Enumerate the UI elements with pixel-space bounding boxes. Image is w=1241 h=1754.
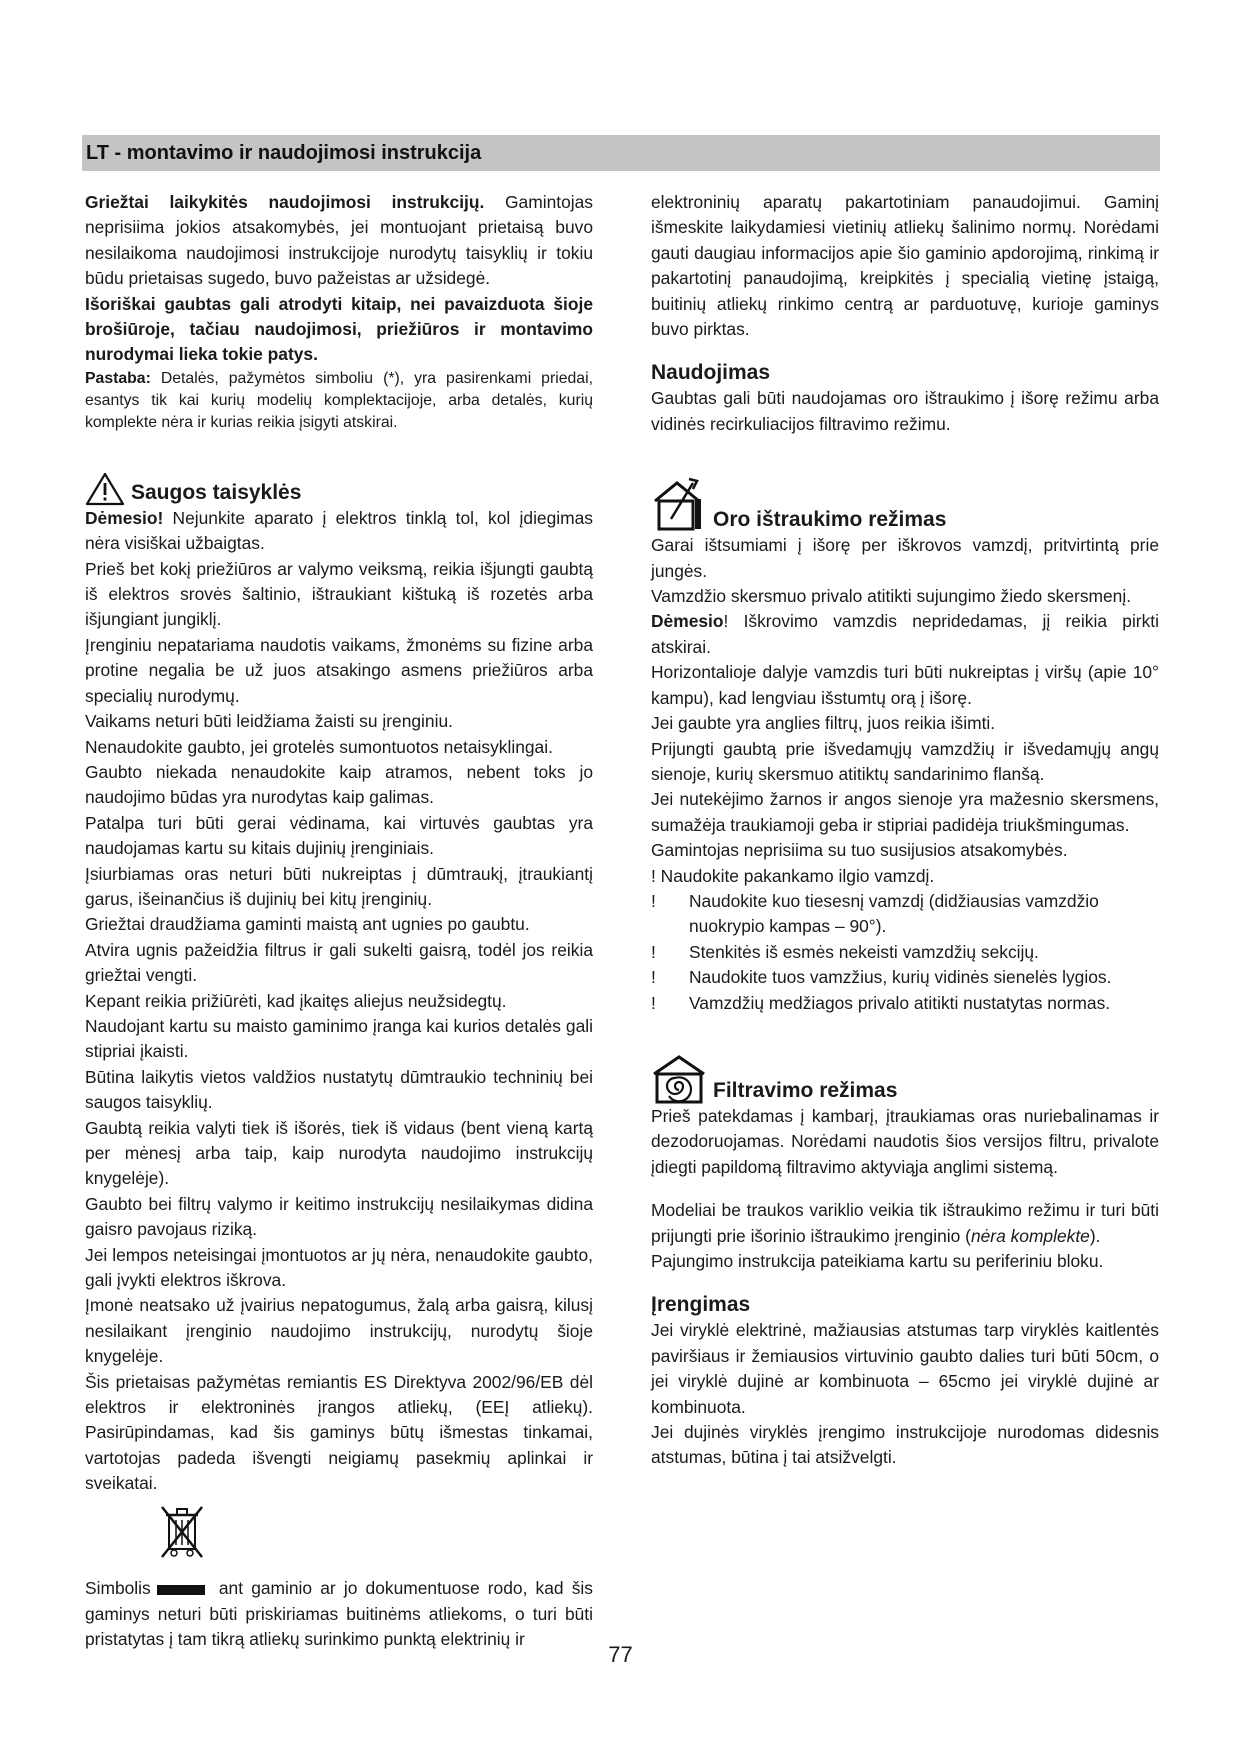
- extraction-p1: Garai ištsumiami į išorę per iškrovos vamzdį, pritvirtintą prie jungės.: [651, 535, 1159, 581]
- extraction-p6: Jei nutekėjimo žarnos ir angos sienoje yra mažesnio skersmens, sumažėja traukiamoji geba ir stipriai padidėja triukšmingumas.: [651, 789, 1159, 835]
- bang-item: ! Stenkitės iš esmės nekeisti vamzdžių sekcijų.: [651, 941, 1039, 962]
- extraction-p7: Gamintojas neprisiima su tuo susijusios atsakomybės.: [651, 840, 1068, 861]
- safety-paragraph: Šis prietaisas pažymėtas remiantis ES Direktyva 2002/96/EB dėl elektros ir elektroninės įrangos atliekų, (EEĮ atliekų). Pasirūpindamas, kad šis gaminys būtų išmestas tinkamai, vartotojas padeda išvengti neigiamų pasekmių aplinkai ir sveikatai.: [85, 1371, 593, 1494]
- install-p1: Jei viryklė elektrinė, mažiausias atstumas tarp viryklės kaitlentės paviršiaus ir žemiausios virtuvinio gaubto dalies turi būti 50cm, o jei viryklė dujinė ar kombinuota – 65cmo jei viryklė dujinė ar kombinuota.: [651, 1320, 1159, 1417]
- black-bar-symbol: [157, 1585, 205, 1595]
- usage-heading: [651, 360, 1159, 386]
- bang-item: ! Naudokite kuo tiesesnį vamzdį (didžiausias vamzdžio nuokrypio kampas – 90°).: [651, 890, 1099, 937]
- safety-paragraph: Būtina laikytis vietos valdžios nustatytų dūmtraukio techninių bei saugos taisyklių.: [85, 1066, 593, 1113]
- safety-paragraphs: [85, 557, 593, 1497]
- note-paragraph: [85, 368, 593, 434]
- page-title: LT - montavimo ir naudojimosi instrukcija: [86, 142, 482, 164]
- crossed-bin-icon: [159, 1503, 205, 1561]
- usage-title: Naudojimas: [651, 361, 771, 385]
- safety-paragraph: Nenaudokite gaubto, jei grotelės sumontuotos netaisyklingai.: [85, 736, 553, 757]
- intro-bold-paragraph: Išoriškai gaubtas gali atrodyti kitaip, nei pavaizduota šioje brošiūroje, tačiau naudojimosi, priežiūros ir montavimo nurodymai lieka tokie patys.: [85, 293, 593, 365]
- page-number: 77: [608, 1642, 633, 1667]
- left-column: [85, 190, 593, 1652]
- safety-warning-label: Dėmesio!: [85, 507, 164, 528]
- bang-item: ! Naudokite tuos vamzžius, kurių vidinės sienelės lygios.: [651, 967, 1112, 988]
- extraction-warning-label: Dėmesio: [651, 611, 724, 632]
- safety-heading: [85, 472, 593, 506]
- safety-paragraph: Patalpa turi būti gerai vėdinama, kai virtuvės gaubtas yra naudojamas kartu su kitais dujinių įrenginiais.: [85, 812, 593, 859]
- extraction-p3: Horizontalioje dalyje vamzdis turi būti nukreiptas į viršų (apie 10° kampu), kad lengviau išstumtų orą į išorę.: [651, 662, 1159, 708]
- intro-lead: Griežtai laikykitės naudojimosi instrukcijų.: [85, 192, 485, 212]
- filter-p1: Prieš patekdamas į kambarį, įtraukiamas oras nuriebalinamas ir dezodoruojamas. Norėdami naudotis šios versijos filtru, privalote įdiegti papildomą filtravimo aktyviąja anglimi sistemą.: [651, 1105, 1159, 1177]
- continuation-paragraph: elektroninių aparatų pakartotiniam panaudojimui. Gaminį išmeskite laikydamiesi vietinių atliekų šalinimo normų. Norėdami gauti daugiau informacijos apie šio gaminio apdorojimą, rinkimą ir pakartotinį panaudojimą, kreipkitės į specialią vietinę įstaigą, buitinių atliekų rinkimo centrą ar parduotuvę, kurioje gaminys buvo pirktas.: [651, 192, 1159, 340]
- intro-rest: Gamintojas neprisiima jokios atsakomybės, jei montuojant prietaisą buvo nesilaikoma naudojimosi instrukcijoje nurodytų taisyklių ir tokiu būdu prietaisas sugedo, buvo pažeistas ar užsidegė.: [85, 192, 593, 289]
- safety-paragraph: Gaubtą reikia valyti tiek iš išorės, tiek iš vidaus (bent vieną kartą per mėnesį arba taip, kaip nurodyta naudojimo instrukcijų knygelėje).: [85, 1117, 593, 1189]
- filter-p2: Modeliai be traukos variklio veikia tik ištraukimo režimu ir turi būti prijungti prie išorinio ištraukimo įrenginio (nėra komplekte).: [651, 1200, 1159, 1246]
- safety-warning: Dėmesio! Nejunkite aparato į elektros tinklą tol, kol įdiegimas nėra visiškai užbaigtas.: [85, 507, 593, 554]
- safety-title: Saugos taisyklės: [131, 480, 302, 504]
- safety-paragraph: Prieš bet kokį priežiūros ar valymo veiksmą, reikia išjungti gaubtą iš elektros srovės šaltinio, ištraukiant kištuką iš rozetės arba išjungiant jungiklį.: [85, 558, 593, 630]
- extraction-p2: Vamzdžio skersmuo privalo atitikti sujungimo žiedo skersmenį.: [651, 586, 1132, 607]
- filter-p3: Pajungimo instrukcija pateikiama kartu su periferiniu bloku.: [651, 1251, 1104, 1271]
- header-bar: [82, 135, 1160, 171]
- symbol-word: Simbolis: [85, 1578, 151, 1599]
- extraction-p5: Prijungti gaubtą prie išvedamųjų vamzdžių ir išvedamųjų angų sienoje, kurių skersmuo atitiktų sandarinimo flanšą.: [651, 738, 1159, 784]
- safety-paragraph: Kepant reikia prižiūrėti, kad įkaitęs aliejus neužsidegtų.: [85, 990, 507, 1011]
- note-label: Pastaba:: [85, 369, 151, 387]
- safety-paragraph: Griežtai draudžiama gaminti maistą ant ugnies po gaubtu.: [85, 914, 530, 935]
- symbol-paragraph: Simbolis ant gaminio ar jo dokumentuose rodo, kad šis gaminys neturi būti priskiriamas buitinėms atliekoms, o turi būti pristatytas į tam tikrą atliekų surinkimo punktą elektrinių ir: [85, 1578, 593, 1649]
- safety-paragraph: Gaubto bei filtrų valymo ir keitimo instrukcijų nesilaikymas didina gaisro pavojaus riziką.: [85, 1193, 593, 1240]
- right-column: [651, 190, 1159, 1471]
- filter-title: Filtravimo režimas: [713, 1078, 898, 1102]
- intro-paragraph: [85, 190, 593, 292]
- safety-paragraph: Įsiurbiamas oras neturi būti nukreiptas į dūmtraukį, įtraukiantį garus, išeinančius iš dujinių bei kitų įrenginių.: [85, 863, 593, 909]
- bang-item: ! Vamzdžių medžiagos privalo atitikti nustatytas normas.: [651, 992, 1111, 1013]
- usage-text: Gaubtas gali būti naudojamas oro ištraukimo į išorę režimu arba vidinės recirkuliacijos filtravimo režimu.: [651, 388, 1159, 434]
- safety-paragraph: Naudojant kartu su maisto gaminimo įranga kai kurios detalės gali stipriai įkaisti.: [85, 1015, 593, 1062]
- safety-paragraph: Gaubto niekada nenaudokite kaip atramos, nebent toks jo naudojimo būdas yra nurodytas kaip galimas.: [85, 761, 593, 808]
- extraction-heading: [651, 475, 1159, 533]
- extraction-title: Oro ištraukimo režimas: [713, 508, 947, 532]
- filter-heading: [651, 1054, 1159, 1104]
- safety-paragraph: Įrenginiu nepatariama naudotis vaikams, žmonėms su fizine arba protine negalia be už juos atsakingo asmens priežiūros arba specialių nurodymų.: [85, 634, 593, 706]
- install-p2: Jei dujinės viryklės įrengimo instrukcijoje nurodomas didesnis atstumas, būtina į tai atsižvelgti.: [651, 1422, 1159, 1468]
- extraction-hood-icon: [651, 475, 707, 533]
- filter-recirculation-icon: [651, 1054, 707, 1104]
- install-heading: [651, 1292, 1159, 1318]
- bang-first: ! Naudokite pakankamo ilgio vamzdį.: [651, 865, 935, 886]
- warning-triangle-icon: [85, 472, 125, 506]
- extraction-warning: Dėmesio! Iškrovimo vamzdis nepridedamas, jį reikia pirkti atskirai.: [651, 611, 1159, 657]
- safety-paragraph: Įmonė neatsako už įvairius nepatogumus, žalą arba gaisrą, kilusį nesilaikant įrenginio naudojimo instrukcijų, nurodytų šioje knygelėje.: [85, 1295, 593, 1367]
- note-text: Detalės, pažymėtos simboliu (*), yra pasirenkami priedai, esantys tik kai kurių modelių komplektacijoje, arba detalės, kurių komplekte nėra ir kurias reikia įsigyti atskirai.: [85, 369, 593, 431]
- install-title: Įrengimas: [651, 1293, 751, 1317]
- safety-paragraph: Vaikams neturi būti leidžiama žaisti su įrenginiu.: [85, 711, 453, 732]
- safety-paragraph: Atvira ugnis pažeidžia filtrus ir gali sukelti gaisrą, todėl jos reikia griežtai vengti.: [85, 939, 593, 986]
- safety-paragraph: Jei lempos neteisingai įmontuotos ar jų nėra, nenaudokite gaubto, gali įvykti elektros iškrova.: [85, 1244, 593, 1291]
- extraction-p4: Jei gaubte yra anglies filtrų, juos reikia išimti.: [651, 713, 996, 734]
